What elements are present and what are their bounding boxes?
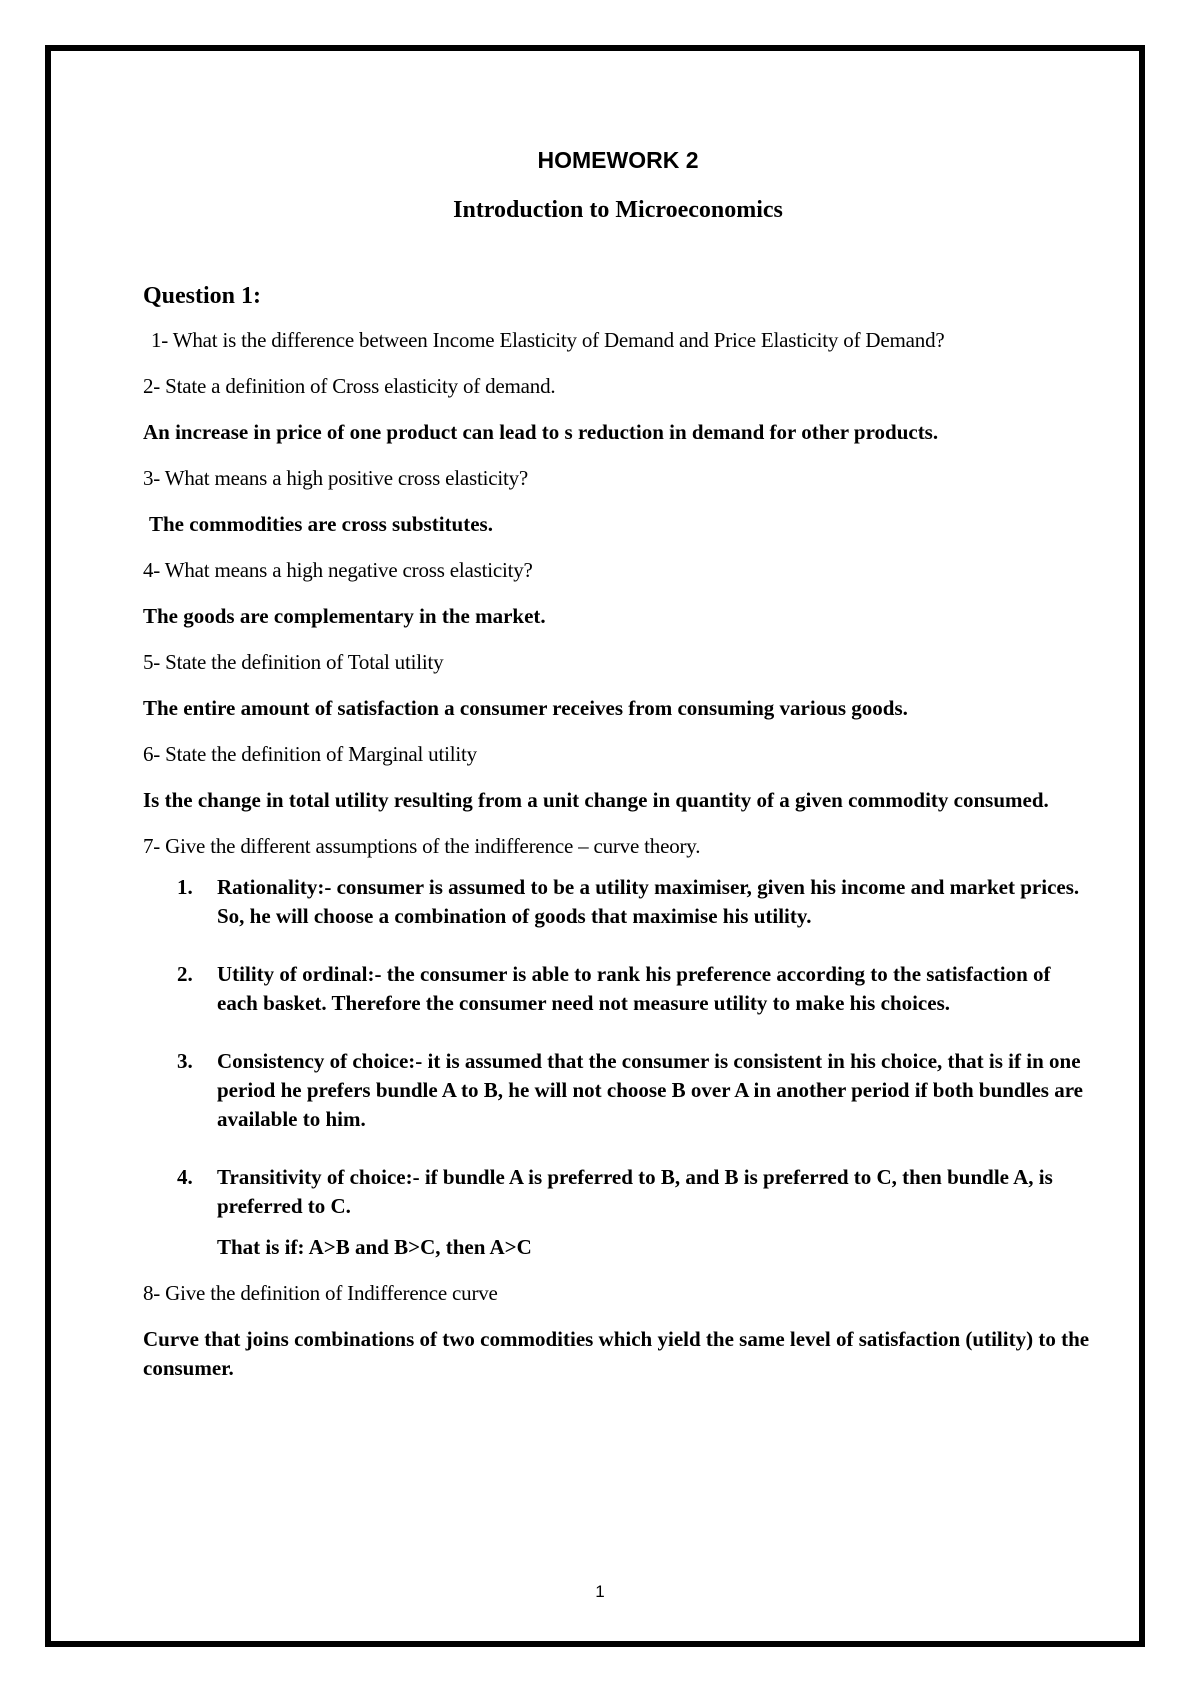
- list-item-text: Consistency of choice:- it is assumed that the consumer is consistent in his choice, that is if in one period he prefers bundle A to B, he will not choose B over A in another period if both bundles are available to him.: [217, 1049, 1083, 1131]
- answer-2: An increase in price of one product can lead to s reduction in demand for other products.: [143, 420, 939, 444]
- list-item-number: 2.: [177, 962, 193, 986]
- question-1: 1- What is the difference between Income Elasticity of Demand and Price Elasticity of Demand?: [151, 328, 945, 352]
- question-8: 8- Give the definition of Indifference curve: [143, 1281, 498, 1305]
- list-item: [143, 960, 1093, 1018]
- question-5: 5- State the definition of Total utility: [143, 650, 444, 674]
- question-3: 3- What means a high positive cross elasticity?: [143, 466, 529, 490]
- section-heading: Question 1:: [143, 283, 262, 309]
- list-item-text: Utility of ordinal:- the consumer is able to rank his preference according to the satisfaction of each basket. Therefore the consumer need not measure utility to make his choices.: [217, 962, 1051, 1015]
- answer-6: Is the change in total utility resulting from a unit change in quantity of a given commodity consumed.: [143, 788, 1049, 812]
- answer-8: Curve that joins combinations of two commodities which yield the same level of satisfaction (utility) to the consumer.: [143, 1327, 1090, 1380]
- answer-5: The entire amount of satisfaction a consumer receives from consuming various goods.: [143, 696, 908, 720]
- question-6: 6- State the definition of Marginal utility: [143, 742, 477, 766]
- question-2: 2- State a definition of Cross elasticity of demand.: [143, 374, 556, 398]
- document-body: [143, 140, 1093, 1400]
- list-item-number: 4.: [177, 1165, 193, 1189]
- list-item: [143, 1163, 1093, 1221]
- list-item-text: Rationality:- consumer is assumed to be a utility maximiser, given his income and market prices. So, he will choose a combination of goods that maximise his utility.: [217, 875, 1080, 928]
- answer-4: The goods are complementary in the market.: [143, 604, 546, 628]
- list-item: [143, 1047, 1093, 1134]
- document-title: HOMEWORK 2: [537, 147, 699, 173]
- document-subtitle: Introduction to Microeconomics: [453, 197, 783, 223]
- assumptions-list: [143, 873, 1093, 1221]
- transitivity-example: That is if: A>B and B>C, then A>C: [217, 1235, 532, 1259]
- list-item: [143, 873, 1093, 931]
- list-item-number: 3.: [177, 1049, 193, 1073]
- list-item-number: 1.: [177, 875, 193, 899]
- list-item-text: Transitivity of choice:- if bundle A is preferred to B, and B is preferred to C, then bundle A, is preferred to C.: [217, 1165, 1053, 1218]
- page-number: 1: [595, 1582, 605, 1601]
- answer-3: The commodities are cross substitutes.: [149, 512, 493, 536]
- question-4: 4- What means a high negative cross elasticity?: [143, 558, 533, 582]
- question-7: 7- Give the different assumptions of the indifference – curve theory.: [143, 834, 701, 858]
